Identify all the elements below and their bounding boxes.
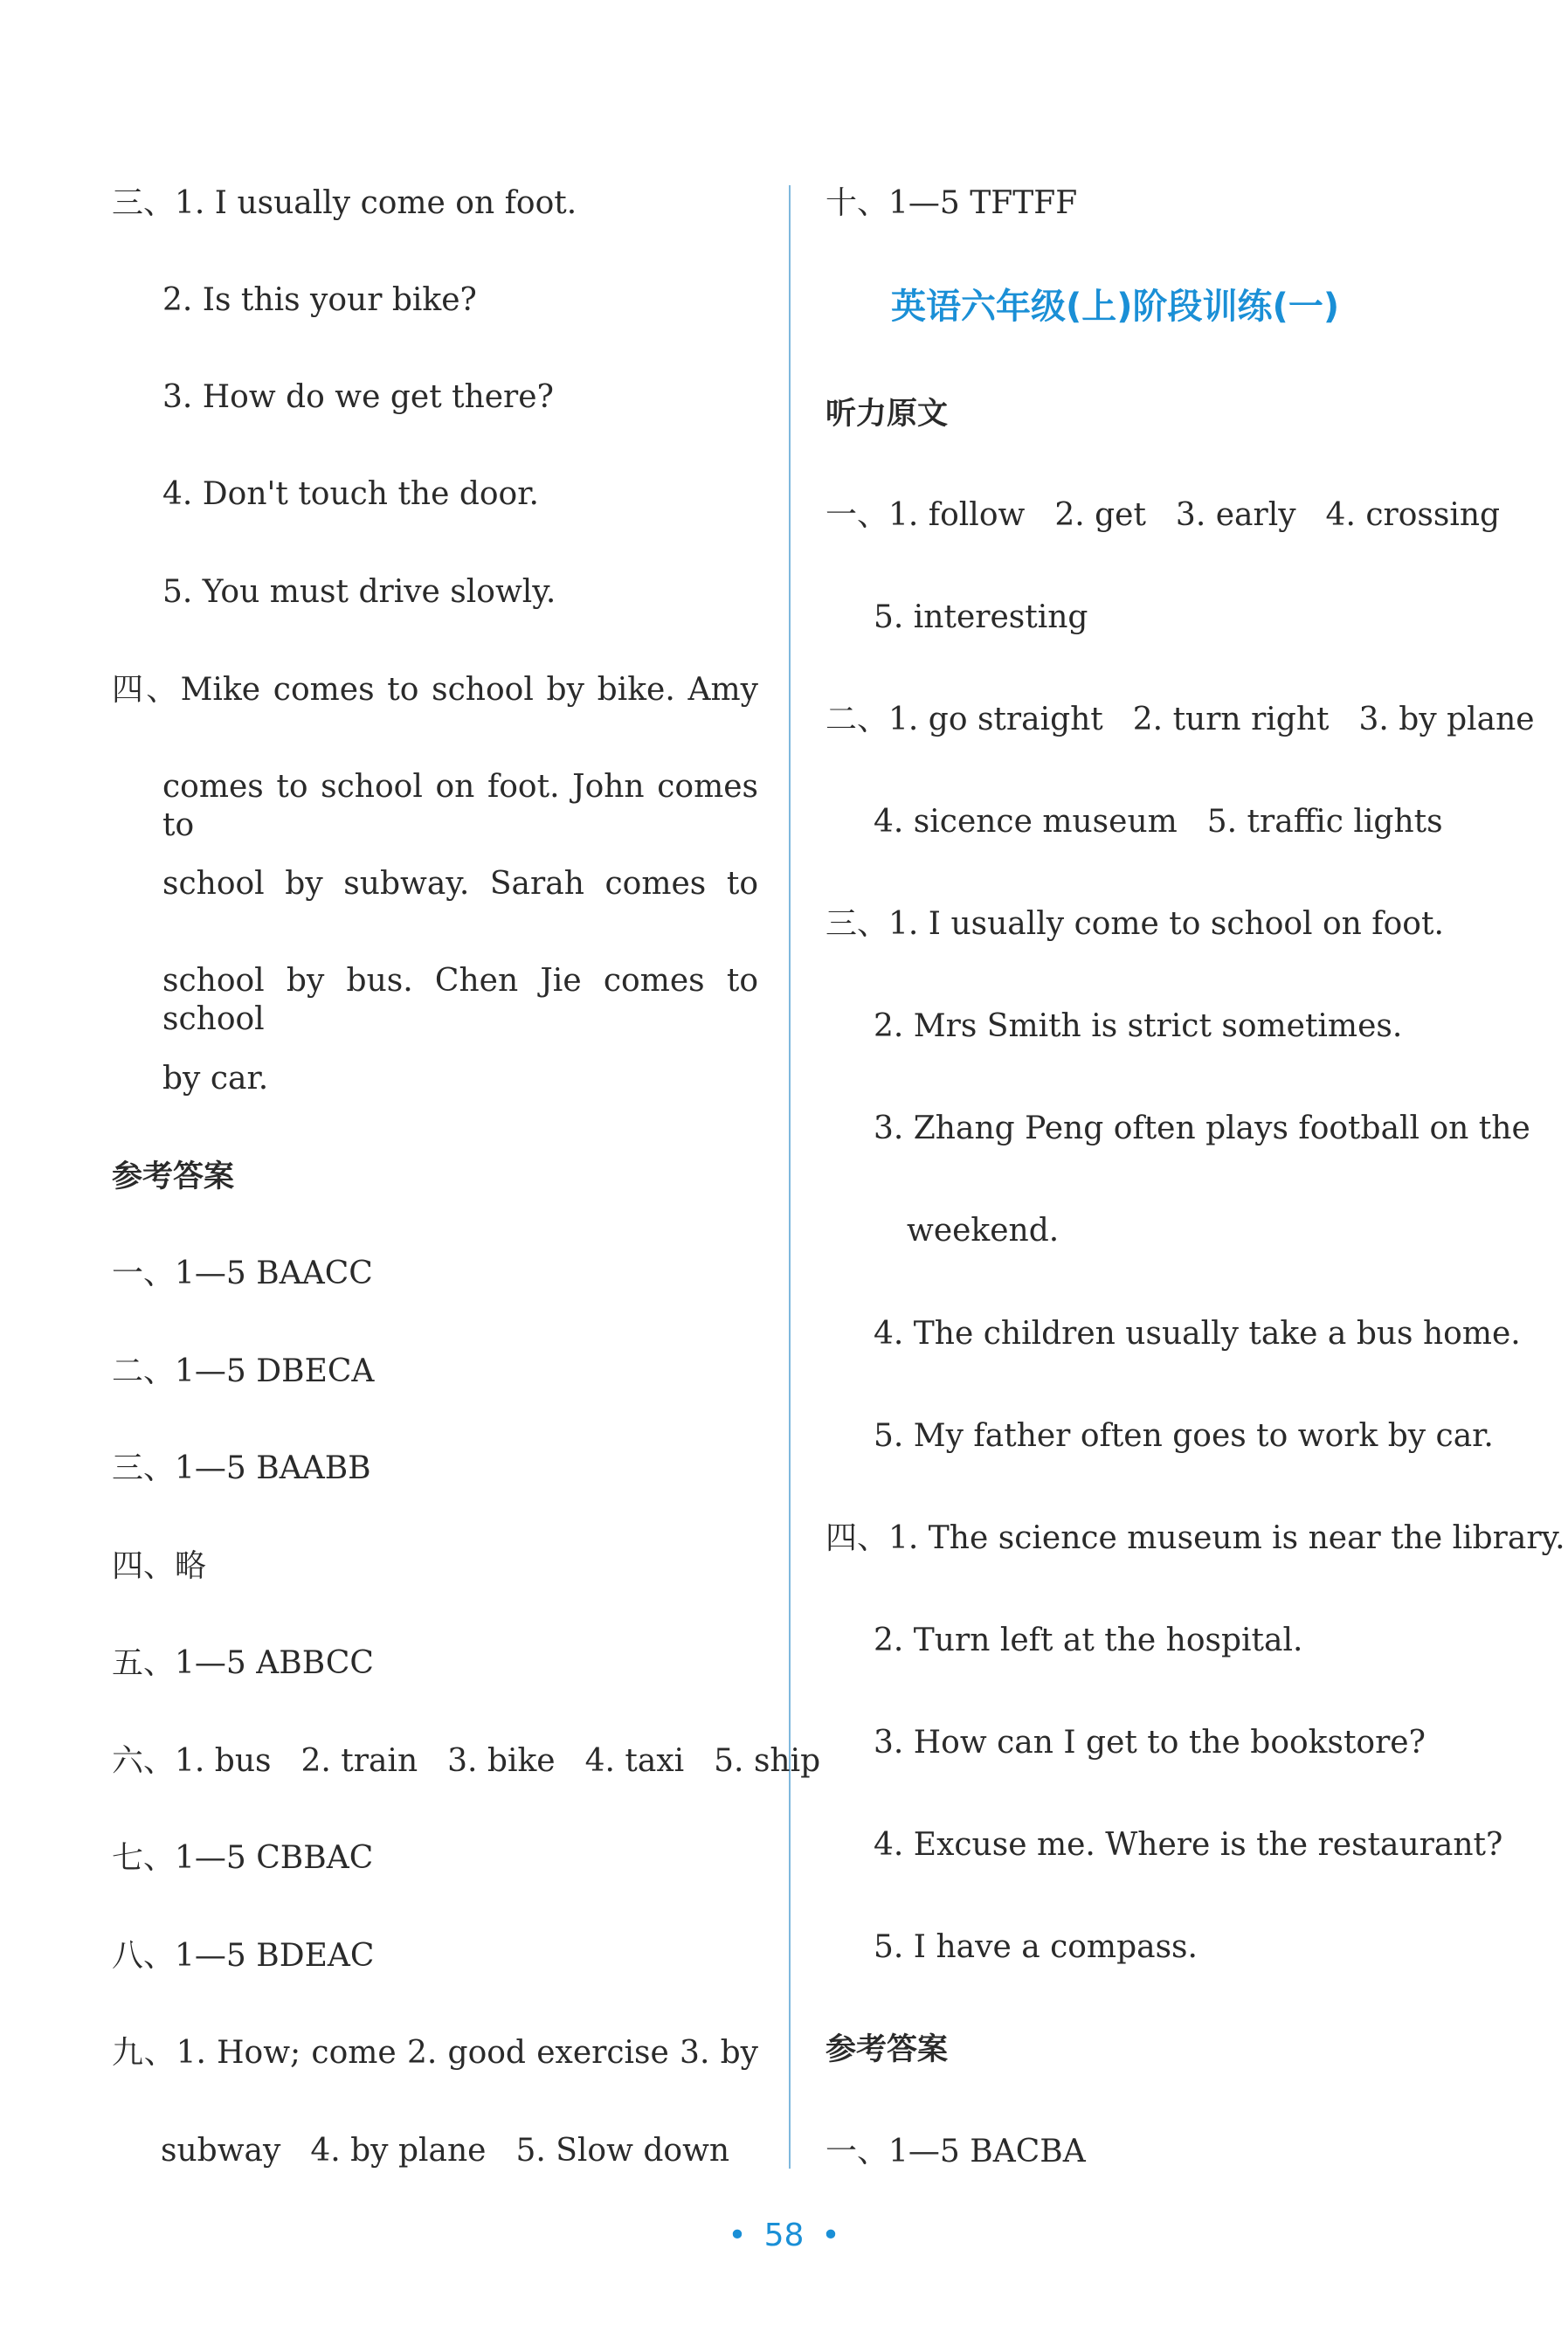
section-4-line-4: school by bus. Chen Jie comes to school (162, 963, 758, 1037)
section-4-line-1: 四、Mike comes to school by bike. Amy (112, 672, 758, 708)
section-3-item-4: 4. Don't touch the door. (162, 476, 539, 512)
section-3-item-5: 5. You must drive slowly. (162, 574, 556, 610)
listening-3-item-4: 4. The children usually take a bus home. (874, 1316, 1521, 1352)
answer-6-part-5: 5. ship (714, 1743, 821, 1779)
answer-5: 五、1—5 ABBCC (112, 1645, 374, 1681)
answer-1: 一、1—5 BAACC (112, 1256, 373, 1291)
listening-4-item-2: 2. Turn left at the hospital. (874, 1623, 1303, 1658)
answer-9-part-6: 5. Slow down (515, 2133, 730, 2169)
listening-2-line-2 (874, 803, 1443, 841)
section-4-line-3: school by subway. Sarah comes to (162, 866, 758, 902)
listening-1-part-2: 2. get (1054, 497, 1146, 533)
page-number-value: 58 (763, 2218, 805, 2253)
listening-2-line-1 (825, 701, 1535, 739)
answer-10: 十、1—5 TFTFF (825, 185, 1078, 221)
listening-3-item-5: 5. My father often goes to work by car. (874, 1418, 1494, 1454)
listening-2-part-3: 3. by plane (1358, 702, 1535, 737)
listening-4-item-1: 四、1. The science museum is near the library. (825, 1520, 1565, 1556)
bullet-icon: • (728, 2218, 747, 2253)
listening-3-item-3-cont: weekend. (907, 1213, 1060, 1249)
answer-6-part-1: 六、1. bus (112, 1743, 272, 1779)
answers-heading-right: 参考答案 (825, 2032, 949, 2067)
section-4-line-2: comes to school on foot. John comes to (162, 769, 758, 843)
listening-3-item-3: 3. Zhang Peng often plays football on the (874, 1111, 1530, 1146)
answer-9-part-2: 2. good exercise (406, 2035, 669, 2071)
listening-3-item-1: 三、1. I usually come to school on foot. (825, 906, 1444, 942)
answer-7: 七、1—5 CBBAC (112, 1840, 374, 1876)
section-3-item-2: 2. Is this your bike? (162, 282, 477, 318)
answer-6-part-3: 3. bike (447, 1743, 556, 1779)
answer-9-part-1: 九、1. How; come (112, 2035, 397, 2071)
listening-2-part-5: 5. traffic lights (1206, 804, 1443, 840)
listening-1-part-3: 3. early (1175, 497, 1296, 533)
section-3-item-1: 三、1. I usually come on foot. (112, 185, 577, 221)
listening-4-item-3: 3. How can I get to the bookstore? (874, 1725, 1426, 1761)
listening-2-part-2: 2. turn right (1132, 702, 1330, 737)
listening-4-item-5: 5. I have a compass. (874, 1929, 1198, 1965)
listening-2-part-4: 4. sicence museum (874, 804, 1178, 840)
listening-3-item-2: 2. Mrs Smith is strict sometimes. (874, 1008, 1403, 1044)
bullet-icon: • (821, 2218, 840, 2253)
page-number (0, 2218, 1568, 2253)
listening-2-part-1: 二、1. go straight (825, 702, 1103, 737)
answer-6 (112, 1742, 820, 1781)
answer-6-part-2: 2. train (300, 1743, 418, 1779)
answer-9-line-1 (112, 2034, 758, 2073)
answer-6-part-4: 4. taxi (584, 1743, 685, 1779)
answer-right-1: 一、1—5 BACBA (825, 2134, 1086, 2169)
answer-9-part-3: 3. by (680, 2035, 759, 2071)
listening-1-line-2: 5. interesting (874, 599, 1088, 635)
section-4-line-5: by car. (162, 1061, 269, 1097)
listening-heading: 听力原文 (825, 397, 949, 432)
answer-9-line-2 (161, 2132, 729, 2170)
answer-2: 二、1—5 DBECA (112, 1353, 375, 1389)
listening-1-part-4: 4. crossing (1325, 497, 1501, 533)
column-divider (789, 185, 791, 2169)
listening-1-line-1 (825, 496, 1500, 535)
section-title: 英语六年级(上)阶段训练(一) (891, 287, 1340, 327)
section-3-item-3: 3. How do we get there? (162, 379, 554, 415)
answer-9-part-4: subway (161, 2133, 281, 2169)
answer-4: 四、略 (112, 1548, 207, 1584)
answer-3: 三、1—5 BAABB (112, 1450, 371, 1486)
answers-heading: 参考答案 (112, 1159, 235, 1194)
listening-1-part-1: 一、1. follow (825, 497, 1026, 533)
listening-4-item-4: 4. Excuse me. Where is the restaurant? (874, 1827, 1503, 1863)
answer-8: 八、1—5 BDEAC (112, 1938, 375, 1974)
answer-9-part-5: 4. by plane (310, 2133, 487, 2169)
